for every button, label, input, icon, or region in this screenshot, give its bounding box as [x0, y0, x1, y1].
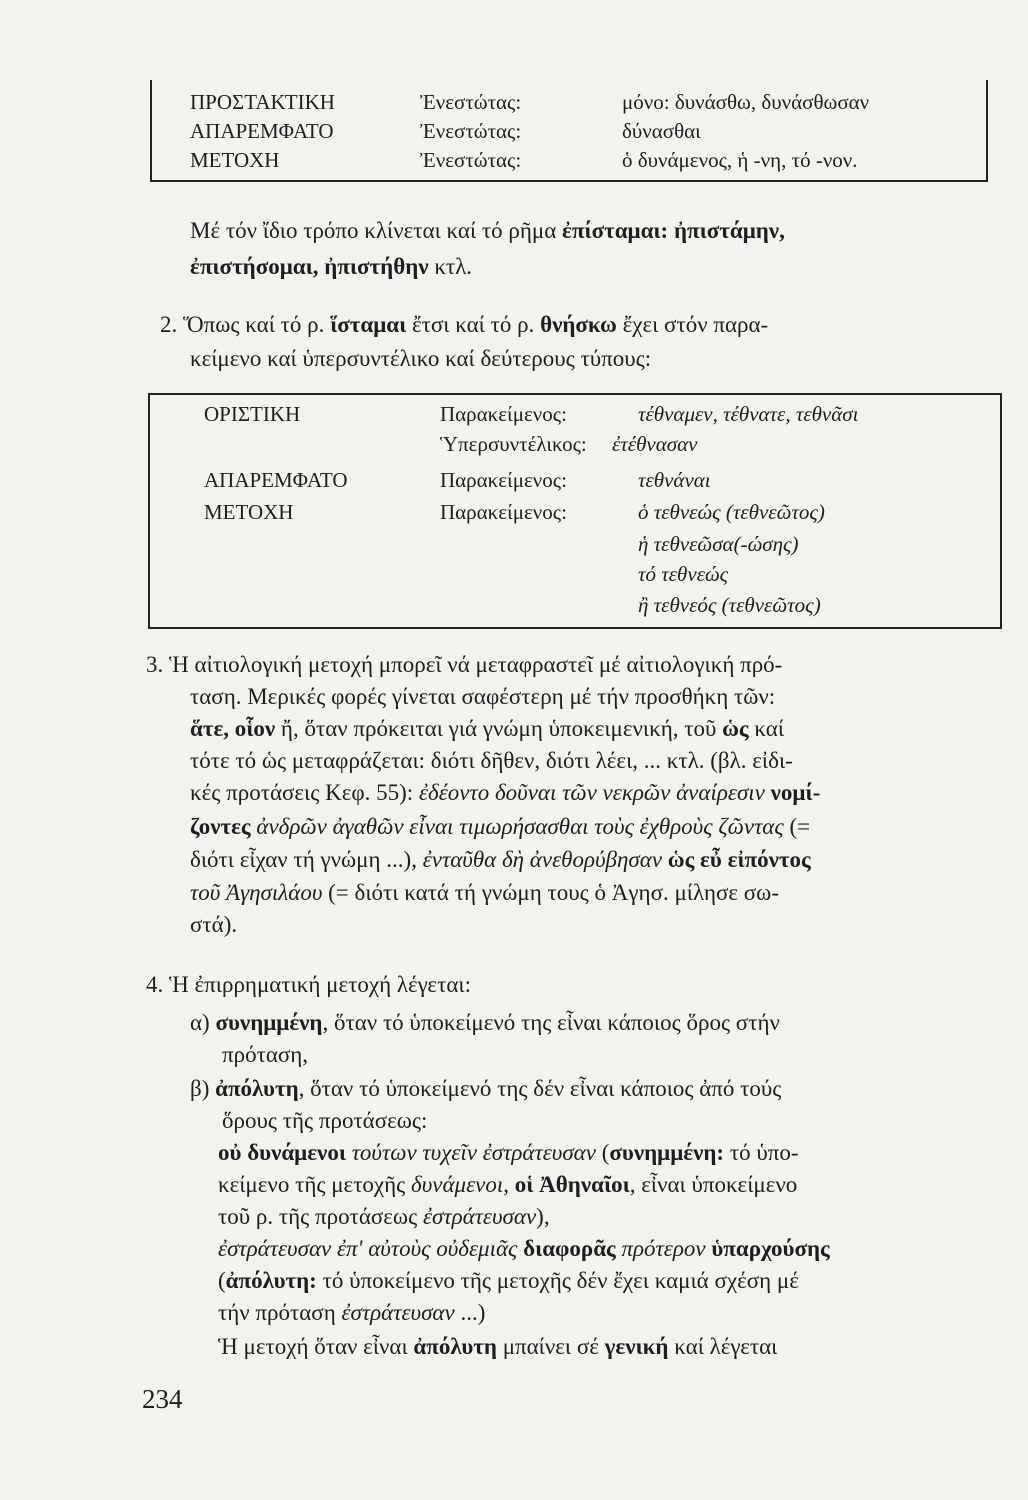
- paragraph-3-line-5: κές προτάσεις Κεφ. 55): ἐδέοντο δοῦναι τῶν νεκρῶν ἀναίρεσιν νομί-: [190, 780, 821, 805]
- paragraph-4-final-line: Ἡ μετοχή ὅταν εἶναι ἀπόλυτη μπαίνει σέ γενική καί λέγεται: [218, 1334, 778, 1359]
- paragraph-4-item-a: α) συνημμένη, ὅταν τό ὑποκείμενό της εἶναι κάποιος ὅρος στήν: [190, 1010, 780, 1035]
- table2-tense: Παρακείμενος:: [440, 500, 567, 524]
- paragraph-1-line-1: Μέ τόν ἴδιο τρόπο κλίνεται καί τό ρῆμα ἐπίσταμαι: ἠπιστάμην,: [190, 218, 785, 243]
- table2-label-aparemfato: ΑΠΑΡΕΜΦΑΤΟ: [204, 468, 348, 492]
- example-1-line-1: οὐ δυνάμενοι τούτων τυχεῖν ἐστράτευσαν (συνημμένη: τό ὑπο-: [218, 1140, 799, 1165]
- paragraph-3-line-1: 3. Ἡ αἰτιολογική μετοχή μπορεῖ νά μεταφραστεῖ μέ αἰτιολογική πρό-: [146, 652, 783, 677]
- table2-forms: τεθνάναι: [638, 468, 711, 492]
- table1-row2-forms: δύνασθαι: [622, 119, 701, 143]
- table1-row1-forms: μόνο: δυνάσθω, δυνάσθωσαν: [622, 90, 870, 114]
- paragraph-1-line-2: ἐπιστήσομαι, ἠπιστήθην κτλ.: [190, 254, 473, 279]
- table2-tense: Παρακείμενος:: [440, 468, 567, 492]
- paragraph-4-item-b: β) ἀπόλυτη, ὅταν τό ὑποκείμενό της δέν εἶναι κάποιος ἀπό τούς: [190, 1076, 782, 1101]
- paragraph-3-line-8: τοῦ Ἀγησιλάου (= διότι κατά τή γνώμη τους ὁ Ἀγησ. μίλησε σω-: [190, 880, 779, 905]
- example-2-line-2: (ἀπόλυτη: τό ὑποκείμενο τῆς μετοχῆς δέν ἔχει καμιά σχέση μέ: [218, 1268, 799, 1293]
- paragraph-4-line-1: 4. Ἡ ἐπιρρηματική μετοχή λέγεται:: [146, 972, 471, 997]
- example-1-line-2: κείμενο τῆς μετοχῆς δυνάμενοι, οἱ Ἀθηναῖοι, εἶναι ὑποκείμενο: [218, 1172, 798, 1197]
- table1-row3-forms: ὁ δυνάμενος, ἡ -νη, τό -νον.: [622, 148, 858, 172]
- paragraph-3-line-6: ζοντες ἀνδρῶν ἀγαθῶν εἶναι τιμωρήσασθαι τοὺς ἐχθροὺς ζῶντας (=: [190, 814, 811, 839]
- paragraph-3-line-9: στά).: [190, 912, 238, 937]
- paragraph-2-line-1: 2. Ὅπως καί τό ρ. ἵσταμαι ἔτσι καί τό ρ. θνήσκω ἔχει στόν παρα-: [160, 312, 769, 337]
- table1-row2-tense: Ἐνεστώτας:: [420, 119, 522, 143]
- table2-label-oristiki: ΟΡΙΣΤΙΚΗ: [204, 402, 301, 426]
- paragraph-4-item-b-cont: ὅρους τῆς προτάσεως:: [222, 1108, 428, 1133]
- paragraph-4-item-a-cont: πρόταση,: [222, 1042, 309, 1067]
- table1-row1-tense: Ἐνεστώτας:: [420, 90, 522, 114]
- table1-row3-tense: Ἐνεστώτας:: [420, 148, 522, 172]
- table1-row1-label: ΠΡΟΣΤΑΚΤΙΚΗ: [190, 90, 335, 114]
- table2-forms: τό τεθνεώς: [638, 562, 729, 586]
- paragraph-3-line-3: ἅτε, οἷον ἤ, ὅταν πρόκειται γιά γνώμη ὑποκειμενική, τοῦ ὡς καί: [190, 716, 785, 741]
- table1-row3-label: ΜΕΤΟΧΗ: [190, 148, 280, 172]
- table2-forms: ἢ τεθνεός (τεθνεῶτος): [638, 593, 821, 617]
- table2-label-metochi: ΜΕΤΟΧΗ: [204, 500, 294, 524]
- example-2-line-3: τήν πρόταση ἐστράτευσαν ...): [218, 1300, 486, 1325]
- table2-tense: Παρακείμενος:: [440, 402, 567, 426]
- paragraph-2-line-2: κείμενο καί ὑπερσυντέλικο καί δεύτερους τύπους:: [190, 346, 652, 371]
- paragraph-3-line-7: διότι εἶχαν τή γνώμη ...), ἐνταῦθα δὴ ἀνεθορύβησαν ὡς εὖ εἰπόντος: [190, 847, 811, 872]
- example-1-line-3: τοῦ ρ. τῆς προτάσεως ἐστράτευσαν),: [218, 1204, 550, 1229]
- table2-forms: τέθναμεν, τέθνατε, τεθνᾶσι: [638, 402, 859, 426]
- example-2-line-1: ἐστράτευσαν ἐπ' αὐτοὺς οὐδεμιᾶς διαφορᾶς πρότερον ὑπαρχούσης: [218, 1236, 830, 1261]
- table2-forms: ὁ τεθνεώς (τεθνεῶτος): [638, 500, 825, 524]
- page-number: 234: [142, 1384, 183, 1414]
- table1-row2-label: ΑΠΑΡΕΜΦΑΤΟ: [190, 119, 334, 143]
- table2-forms: ἡ τεθνεῶσα(-ώσης): [638, 532, 799, 556]
- paragraph-3-line-4: τότε τό ὡς μεταφράζεται: διότι δῆθεν, διότι λέει, ... κτλ. (βλ. εἰδι-: [190, 748, 793, 773]
- table2-forms: ἐτέθνασαν: [612, 432, 698, 456]
- table2-tense: Ὑπερσυντέλικος:: [440, 432, 587, 456]
- paragraph-3-line-2: ταση. Μερικές φορές γίνεται σαφέστερη μέ τήν προσθήκη τῶν:: [190, 684, 776, 709]
